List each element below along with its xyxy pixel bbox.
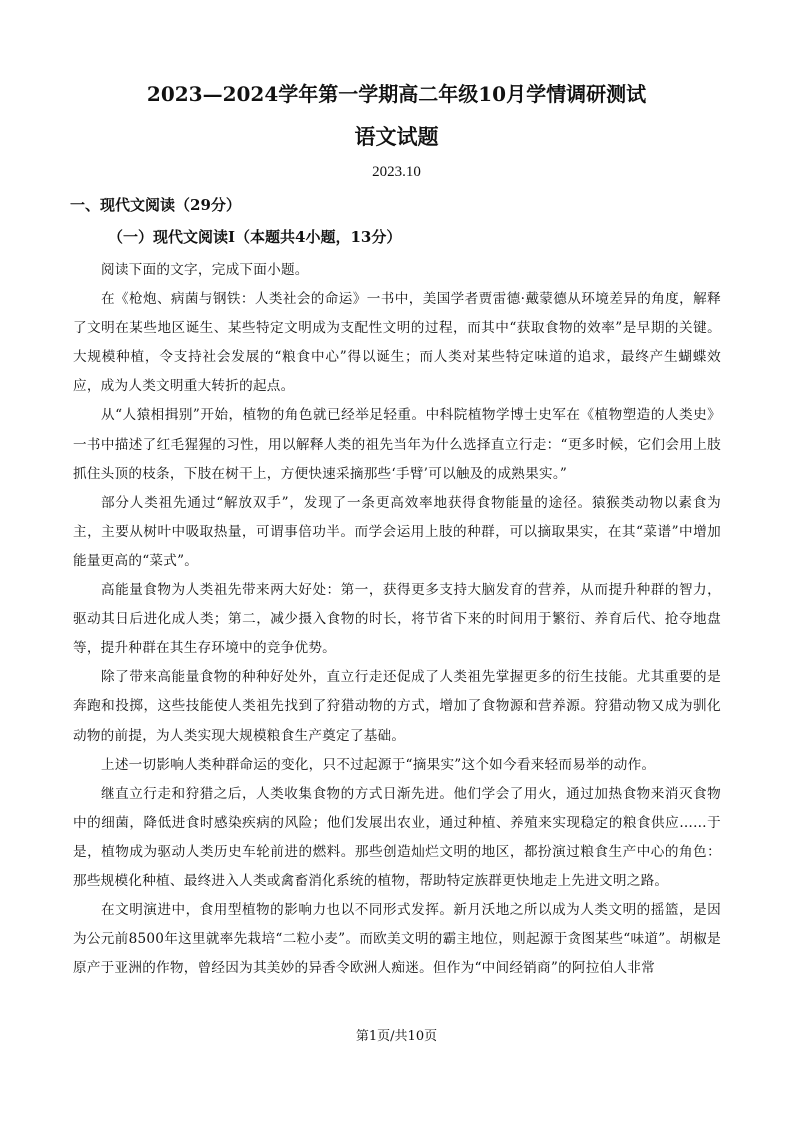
- section-heading: 一、现代文阅读（29分）: [70, 196, 241, 214]
- passage-paragraph: 在文明演进中，食用型植物的影响力也以不同形式发挥。新月沃地之所以成为人类文明的摇篮，是因为公元前8500年这里就率先栽培“二粒小麦”。而欧美文明的霸主地位，则起源于贪图某些“味道”。胡椒是原产于亚洲的作物，曾经因为其美妙的异香令欧洲人痴迷。但作为“中间经销商”的阿拉伯人非常: [73, 902, 721, 977]
- exam-subtitle: 语文试题: [354, 124, 439, 149]
- passage-paragraph: 高能量食物为人类祖先带来两大好处：第一，获得更多支持大脑发育的营养，从而提升种群的智力，驱动其日后进化成人类；第二，减少摄入食物的时长，将节省下来的时间用于繁衍、养育后代、抢夺地盘等，提升种群在其生存环境中的竞争优势。: [73, 582, 721, 657]
- passage-paragraph: 继直立行走和狩猎之后，人类收集食物的方式日渐先进。他们学会了用火，通过加热食物来消灭食物中的细菌，降低进食时感染疾病的风险；他们发展出农业，通过种植、养殖来实现稳定的粮食供应……于是，植物成为驱动人类历史车轮前进的燃料。那些创造灿烂文明的地区，都扮演过粮食生产中心的角色：那些规模化种植、最终进入人类或禽畜消化系统的植物，帮助特定族群更快地走上先进文明之路。: [73, 785, 721, 889]
- passage-paragraph: 上述一切影响人类种群命运的变化，只不过起源于“摘果实”这个如今看来轻而易举的动作。: [101, 756, 656, 773]
- page-number: 第1页/共10页: [355, 1029, 438, 1044]
- passage-paragraph: 在《枪炮、病菌与钢铁：人类社会的命运》一书中，美国学者贾雷德·戴蒙德从环境差异的角度，解释了文明在某些地区诞生、某些特定文明成为支配性文明的过程，而其中“获取食物的效率”是早期的关键。大规模种植，令支持社会发展的“粮食中心”得以诞生；而人类对某些特定味道的追求，最终产生蝴蝶效应，成为人类文明重大转折的起点。: [73, 291, 721, 395]
- exam-title: 2023—2024学年第一学期高二年级10月学情调研测试: [146, 82, 647, 106]
- passage-paragraph: 除了带来高能量食物的种种好处外，直立行走还促成了人类祖先掌握更多的衍生技能。尤其重要的是奔跑和投掷，这些技能使人类祖先找到了狩猎动物的方式，增加了食物源和营养源。狩猎动物又成为驯化动物的前提，为人类实现大规模粮食生产奠定了基础。: [73, 669, 721, 744]
- passage-paragraph: 从“人猿相揖别”开始，植物的角色就已经举足轻重。中科院植物学博士史军在《植物塑造的人类史》一书中描述了红毛猩猩的习性，用以解释人类的祖先当年为什么选择直立行走：“更多时候，它们会用上肢抓住头顶的枝条，下肢在树干上，方便快速采摘那些‘手臂’可以触及的成熟果实。”: [73, 407, 721, 482]
- passage-paragraph: 部分人类祖先通过“解放双手”，发现了一条更高效率地获得食物能量的途径。猿猴类动物以素食为主，主要从树叶中吸取热量，可谓事倍功半。而学会运用上肢的种群，可以摘取果实，在其“菜谱”中增加能量更高的“菜式”。: [73, 494, 721, 569]
- exam-date: 2023.10: [372, 164, 421, 180]
- reading-passage: [73, 256, 721, 983]
- subsection-heading: （一）现代文阅读Ⅰ（本题共4小题，13分）: [108, 228, 402, 246]
- instruction-text: 阅读下面的文字，完成下面小题。: [101, 262, 309, 278]
